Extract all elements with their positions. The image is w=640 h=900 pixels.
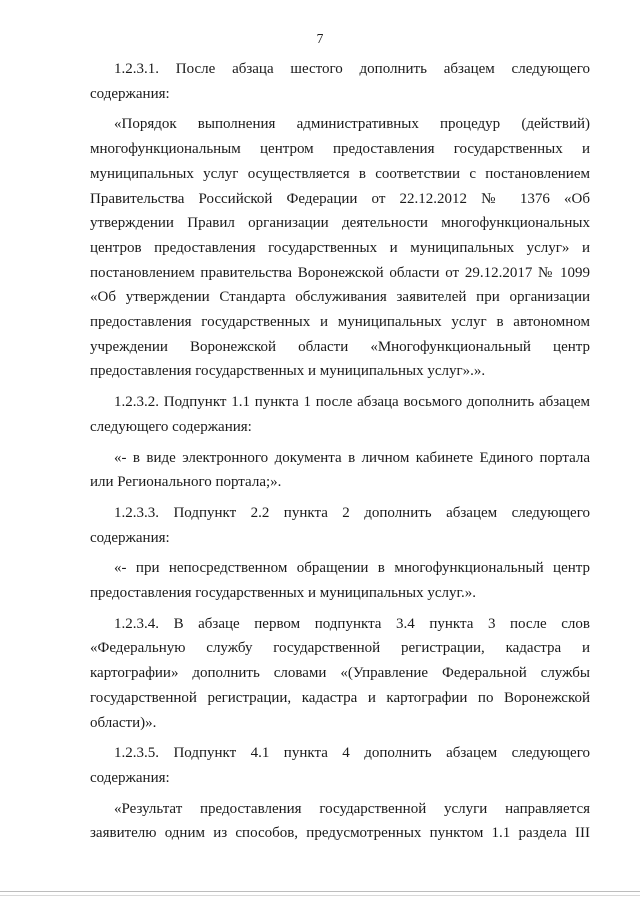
text-line: области)». bbox=[90, 714, 157, 731]
text-line: содержания: bbox=[90, 85, 170, 102]
text-line: предоставления государственных и муниципальных услуг.». bbox=[90, 585, 476, 602]
text-line: Правительства Российской Федерации от 22.12.2012 № 1376 «Об bbox=[90, 190, 590, 207]
text-line: утверждении Правил организации деятельности многофункциональных bbox=[90, 215, 590, 232]
text-line: картографии» дополнить словами «(Управление Федеральной службы bbox=[90, 665, 590, 682]
text-line: «Об утверждении Стандарта обслуживания заявителей при организации bbox=[90, 289, 590, 306]
text-line: «- в виде электронного документа в личном кабинете Единого портала bbox=[114, 449, 590, 466]
paragraph-1-2-3-4 bbox=[90, 612, 590, 736]
text-line: или Регионального портала;». bbox=[90, 474, 282, 491]
paragraph-quote-procedure bbox=[90, 112, 590, 384]
scan-edge-line bbox=[0, 891, 640, 892]
paragraph-quote-electronic bbox=[90, 446, 590, 495]
text-line: 1.2.3.1. После абзаца шестого дополнить абзацем следующего bbox=[114, 61, 590, 77]
text-line: предоставления государственных и муниципальных услуг».». bbox=[90, 363, 486, 380]
scan-edge-line bbox=[0, 895, 640, 896]
paragraph-quote-result bbox=[90, 797, 590, 846]
paragraph-1-2-3-5 bbox=[90, 741, 590, 790]
paragraph-1-2-3-1 bbox=[90, 57, 590, 106]
paragraph-1-2-3-2 bbox=[90, 390, 590, 439]
text-line: 1.2.3.3. Подпункт 2.2 пункта 2 дополнить абзацем следующего bbox=[114, 504, 590, 521]
page-number: 7 bbox=[316, 31, 324, 46]
document-body bbox=[90, 57, 590, 846]
text-line: содержания: bbox=[90, 529, 170, 546]
text-line: муниципальных услуг осуществляется в соответствии с постановлением bbox=[90, 165, 590, 182]
text-line: заявителю одним из способов, предусмотренных пунктом 1.1 раздела III bbox=[90, 825, 590, 842]
text-line: «Порядок выполнения административных процедур (действий) bbox=[114, 116, 590, 133]
paragraph-quote-direct bbox=[90, 556, 590, 605]
text-line: 1.2.3.2. Подпункт 1.1 пункта 1 после абзаца восьмого дополнить абзацем bbox=[114, 394, 590, 411]
text-line: предоставления государственных и муниципальных услуг в автономном bbox=[90, 314, 590, 331]
text-line: государственной регистрации, кадастра и картографии по Воронежской bbox=[90, 689, 590, 706]
text-line: «- при непосредственном обращении в многофункциональный центр bbox=[114, 560, 590, 577]
text-line: 1.2.3.5. Подпункт 4.1 пункта 4 дополнить абзацем следующего bbox=[114, 745, 590, 762]
text-line: «Результат предоставления государственной услуги направляется bbox=[114, 800, 590, 817]
text-line: многофункциональным центром предоставления государственных и bbox=[90, 141, 590, 158]
text-line: следующего содержания: bbox=[90, 418, 252, 435]
text-line: «Федеральную службу государственной регистрации, кадастра и bbox=[90, 640, 590, 657]
text-line: учреждении Воронежской области «Многофункциональный центр bbox=[90, 338, 590, 355]
text-line: центров предоставления государственных и муниципальных услуг» и bbox=[90, 239, 590, 256]
text-line: постановлением правительства Воронежской области от 29.12.2017 № 1099 bbox=[90, 264, 590, 281]
text-line: содержания: bbox=[90, 769, 170, 786]
text-line: 1.2.3.4. В абзаце первом подпункта 3.4 пункта 3 после слов bbox=[114, 615, 590, 632]
paragraph-1-2-3-3 bbox=[90, 501, 590, 550]
